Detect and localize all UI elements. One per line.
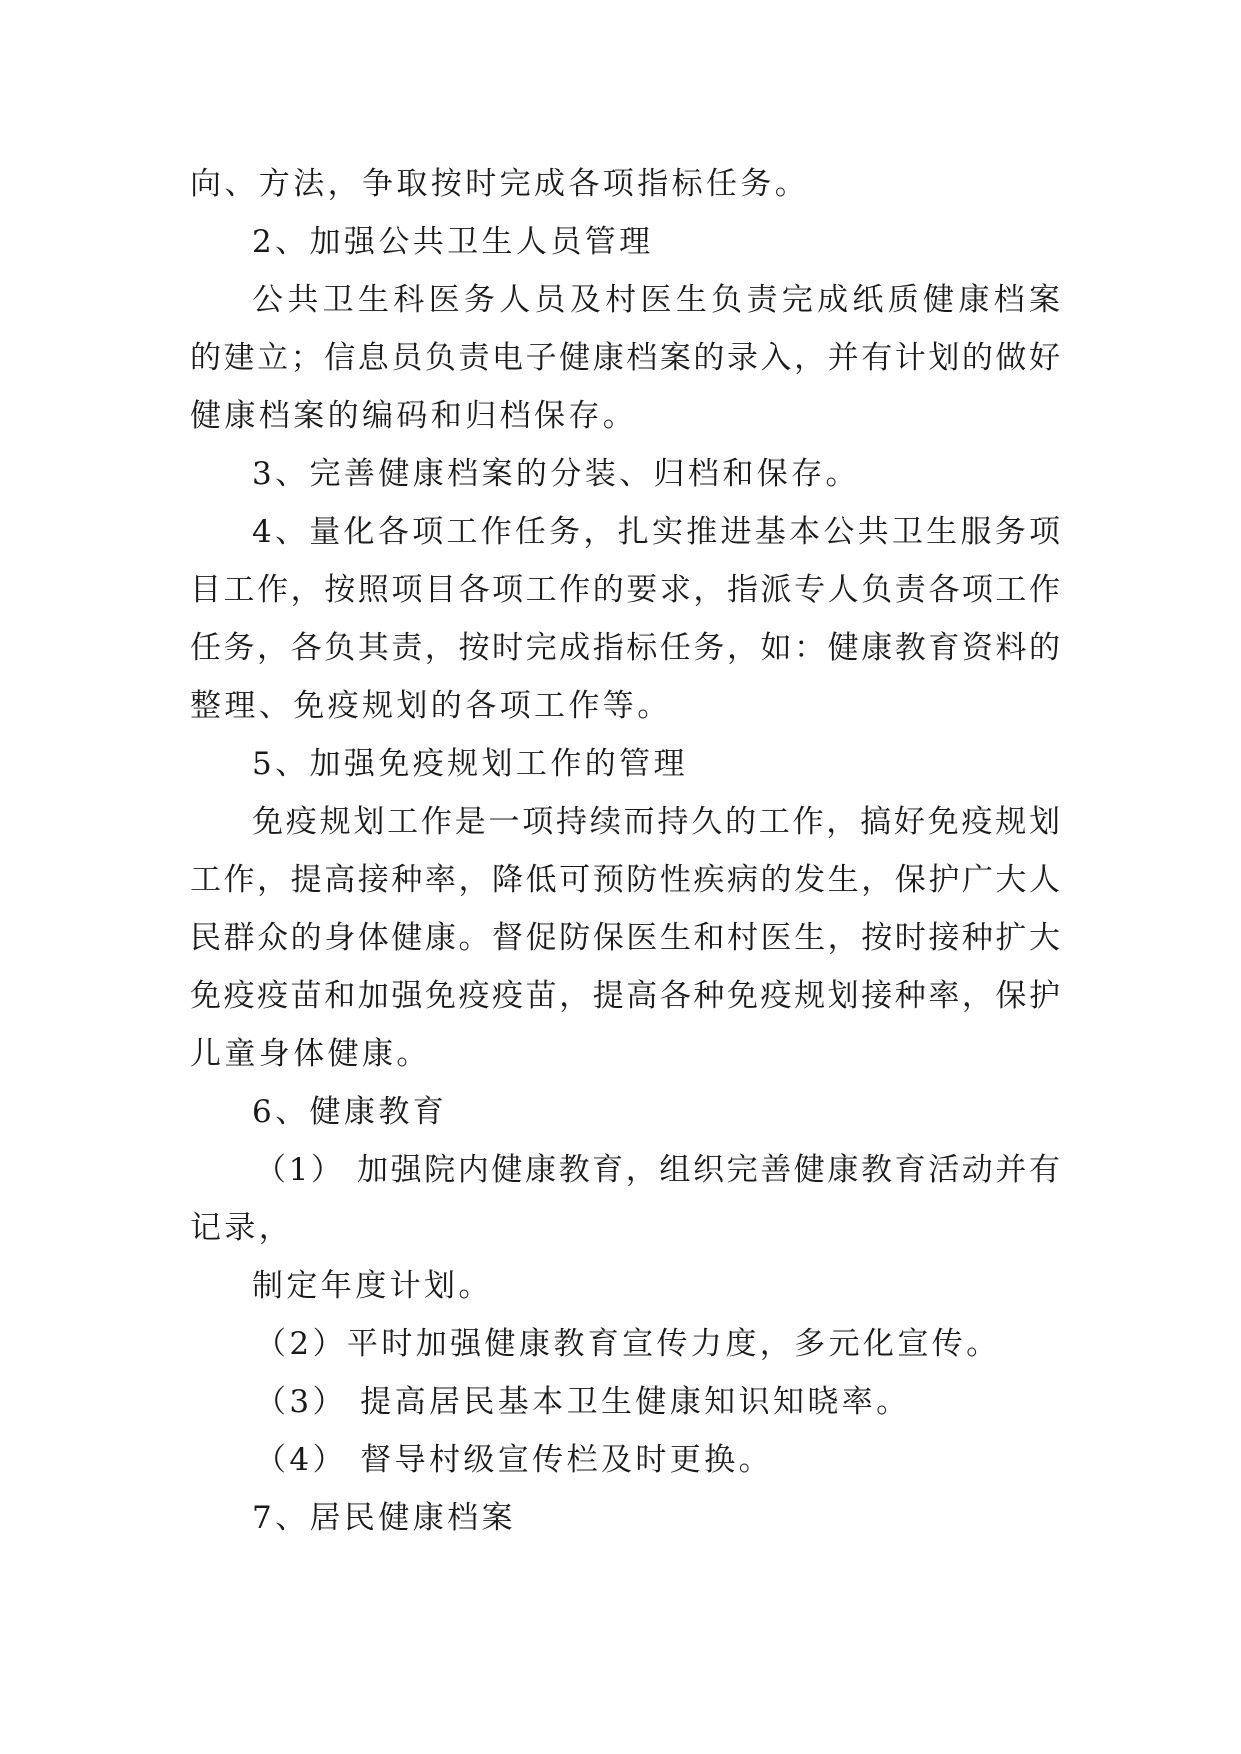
list-item: （1） 加强院内健康教育，组织完善健康教育活动并有 <box>255 1152 1060 1188</box>
section-heading-6: 6、健康教育 <box>252 1094 448 1130</box>
section-heading-4: 4、量化各项工作任务，扎实推进基本公共卫生服务项 <box>252 514 1060 550</box>
section-heading-5: 5、加强免疫规划工作的管理 <box>252 746 688 782</box>
list-item: （3） 提高居民基本卫生健康知识知晓率。 <box>255 1384 911 1420</box>
paragraph-line: 制定年度计划。 <box>252 1268 493 1304</box>
paragraph-line: 健康档案的编码和归档保存。 <box>190 398 638 434</box>
paragraph-line: 任务，各负其责，按时完成指标任务，如：健康教育资料的 <box>190 630 1060 666</box>
paragraph-line: 工作，提高接种率，降低可预防性疾病的发生，保护广大人 <box>190 862 1060 898</box>
paragraph-line: 目工作，按照项目各项工作的要求，指派专人负责各项工作 <box>190 572 1060 608</box>
list-item: （4） 督导村级宣传栏及时更换。 <box>255 1442 773 1478</box>
paragraph-line: 记录， <box>190 1210 294 1246</box>
list-item: （2）平时加强健康教育宣传力度，多元化宣传。 <box>255 1326 1001 1362</box>
paragraph-line: 整理、免疫规划的各项工作等。 <box>190 688 672 724</box>
paragraph-line: 免疫疫苗和加强免疫疫苗，提高各种免疫规划接种率，保护 <box>190 978 1060 1014</box>
paragraph-line: 公共卫生科医务人员及村医生负责完成纸质健康档案 <box>252 282 1060 318</box>
paragraph-line: 的建立；信息员负责电子健康档案的录入，并有计划的做好 <box>190 340 1060 376</box>
section-heading-3: 3、完善健康档案的分装、归档和保存。 <box>252 456 860 492</box>
paragraph-line: 儿童身体健康。 <box>190 1036 431 1072</box>
section-heading-7: 7、居民健康档案 <box>252 1500 516 1536</box>
section-heading-2: 2、加强公共卫生人员管理 <box>252 224 654 260</box>
paragraph-line: 民群众的身体健康。督促防保医生和村医生，按时接种扩大 <box>190 920 1060 956</box>
paragraph-line: 免疫规划工作是一项持续而持久的工作，搞好免疫规划 <box>252 804 1060 840</box>
paragraph-line: 向、方法，争取按时完成各项指标任务。 <box>190 166 810 202</box>
